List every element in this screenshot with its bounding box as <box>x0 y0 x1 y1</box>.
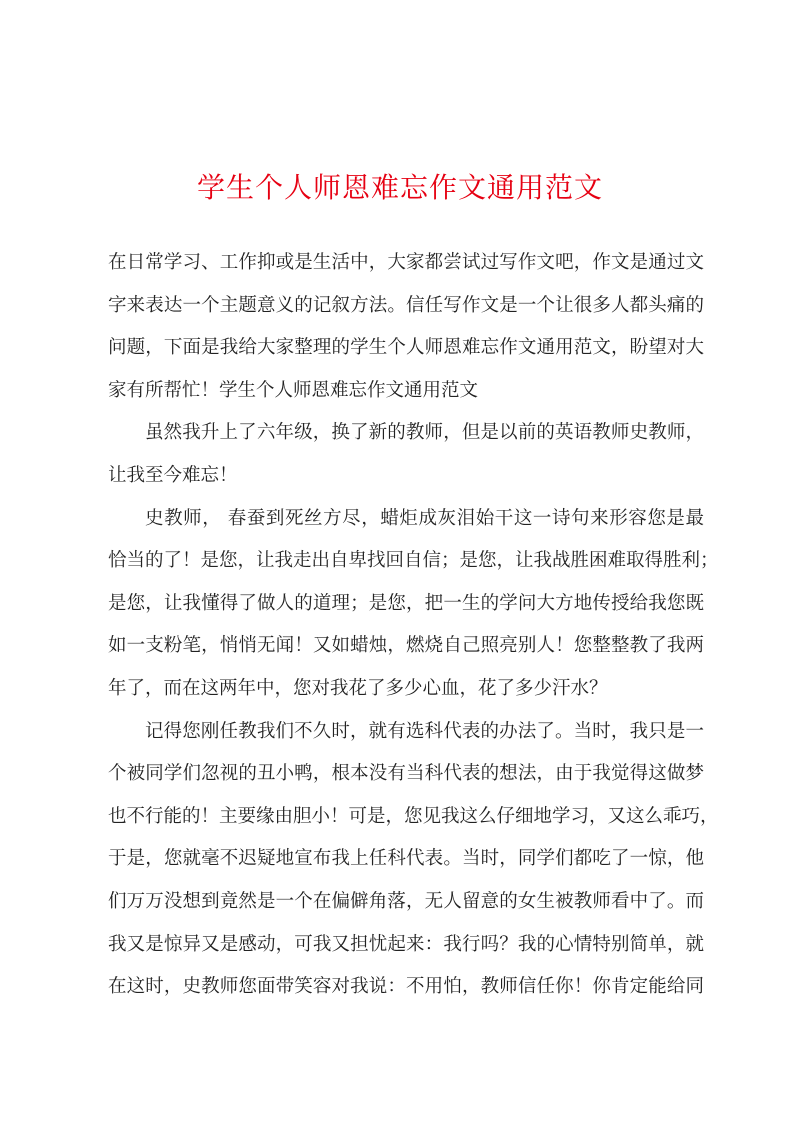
paragraph-line: 记得您刚任教我们不久时，就有选科代表的办法了。当时，我只是一 <box>145 720 704 742</box>
paragraph-line: 问题，下面是我给大家整理的学生个人师恩难忘作文通用范文，盼望对大 <box>108 337 704 359</box>
paragraph-line: 家有所帮忙！学生个人师恩难忘作文通用范文 <box>108 379 479 401</box>
paragraph-line: 年了，而在这两年中，您对我花了多少心血，花了多少汗水？ <box>108 677 608 699</box>
paragraph-line: 也不行能的！主要缘由胆小！可是，您见我这么仔细地学习，又这么乖巧， <box>108 805 719 827</box>
paragraph-line: 史教师， 春蚕到死丝方尽，蜡炬成灰泪始干这一诗句来形容您是最 <box>145 507 704 529</box>
document-body <box>108 242 719 1009</box>
paragraph-line: 让我至今难忘！ <box>108 464 238 486</box>
paragraph-4 <box>108 711 719 1009</box>
paragraph-line: 如一支粉笔，悄悄无闻！又如蜡烛，燃烧自己照亮别人！您整整教了我两 <box>108 635 704 657</box>
paragraph-line: 个被同学们忽视的丑小鸭，根本没有当科代表的想法，由于我觉得这做梦 <box>108 763 704 785</box>
paragraph-line: 我又是惊异又是感动，可我又担忧起来：我行吗？我的心情特别简单，就 <box>108 933 704 955</box>
paragraph-line: 字来表达一个主题意义的记叙方法。信任写作文是一个让很多人都头痛的 <box>108 294 704 316</box>
paragraph-line: 于是，您就毫不迟疑地宣布我上任科代表。当时，同学们都吃了一惊，他 <box>108 848 704 870</box>
paragraph-3 <box>108 498 719 711</box>
paragraph-2 <box>108 412 704 497</box>
paragraph-line: 们万万没想到竟然是一个在偏僻角落，无人留意的女生被教师看中了。而 <box>108 890 704 912</box>
paragraph-line: 在这时，史教师您面带笑容对我说：不用怕，教师信任你！你肯定能给同 <box>108 976 704 998</box>
paragraph-intro <box>108 242 704 412</box>
paragraph-line: 在日常学习、工作抑或是生活中，大家都尝试过写作文吧，作文是通过文 <box>108 252 704 273</box>
document-title: 学生个人师恩难忘作文通用范文 <box>196 171 603 204</box>
paragraph-line: 虽然我升上了六年级，换了新的教师，但是以前的英语教师史教师， <box>145 422 704 444</box>
paragraph-line: 恰当的了！是您，让我走出自卑找回自信；是您，让我战胜困难取得胜利； <box>108 550 719 572</box>
paragraph-line: 是您，让我懂得了做人的道理；是您，把一生的学问大方地传授给我您既 <box>108 592 704 614</box>
